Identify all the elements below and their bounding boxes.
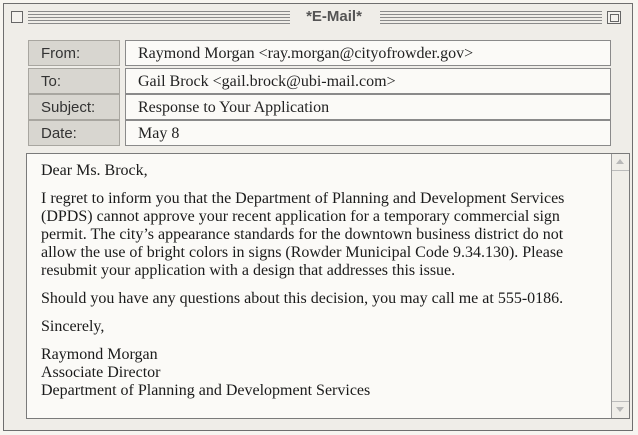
message-paragraph-2: Should you have any questions about this decision, you may call me at 555-0186.	[41, 290, 564, 307]
to-field[interactable]: Gail Brock <gail.brock@ubi-mail.com>	[125, 68, 611, 94]
to-label: To:	[28, 68, 120, 94]
zoom-box-icon[interactable]	[607, 11, 621, 24]
scroll-up-button[interactable]	[612, 154, 629, 171]
message-greeting: Dear Ms. Brock,	[41, 162, 148, 179]
email-window	[3, 3, 633, 431]
scroll-down-button[interactable]	[612, 401, 629, 418]
title-bar-stripes-right	[380, 11, 602, 24]
scroll-up-arrow-icon	[616, 159, 624, 164]
title-bar[interactable]	[4, 4, 632, 31]
from-label: From:	[28, 40, 120, 66]
signature-department: Department of Planning and Development Services	[41, 382, 371, 399]
message-paragraph-1: I regret to inform you that the Department of Planning and Development Services (DPDS) cannot approve your recent application for a temporary commercial sign permit. The city’s appearance standards for the downtown business district do not allow the use of bright colors in signs (Rowder Municipal Code 9.34.130). Please resubmit your application with a design that addresses this issue.	[41, 190, 565, 279]
subject-row	[4, 94, 632, 120]
title-bar-stripes-left	[28, 11, 290, 24]
vertical-scrollbar[interactable]	[611, 154, 629, 418]
message-body[interactable]	[26, 153, 630, 419]
close-box-icon[interactable]	[11, 11, 23, 23]
subject-label: Subject:	[28, 94, 120, 120]
scroll-down-arrow-icon	[616, 407, 624, 412]
from-row	[4, 40, 632, 66]
subject-field[interactable]: Response to Your Application	[125, 94, 611, 120]
date-field[interactable]: May 8	[125, 120, 611, 146]
message-text	[41, 162, 601, 400]
window-title: *E-Mail*	[295, 7, 373, 27]
message-closing: Sincerely,	[41, 318, 105, 335]
date-row	[4, 120, 632, 146]
signature-name: Raymond Morgan	[41, 346, 158, 363]
from-field[interactable]: Raymond Morgan <ray.morgan@cityofrowder.gov>	[125, 40, 611, 66]
signature-title: Associate Director	[41, 364, 161, 381]
to-row	[4, 68, 632, 94]
date-label: Date:	[28, 120, 120, 146]
